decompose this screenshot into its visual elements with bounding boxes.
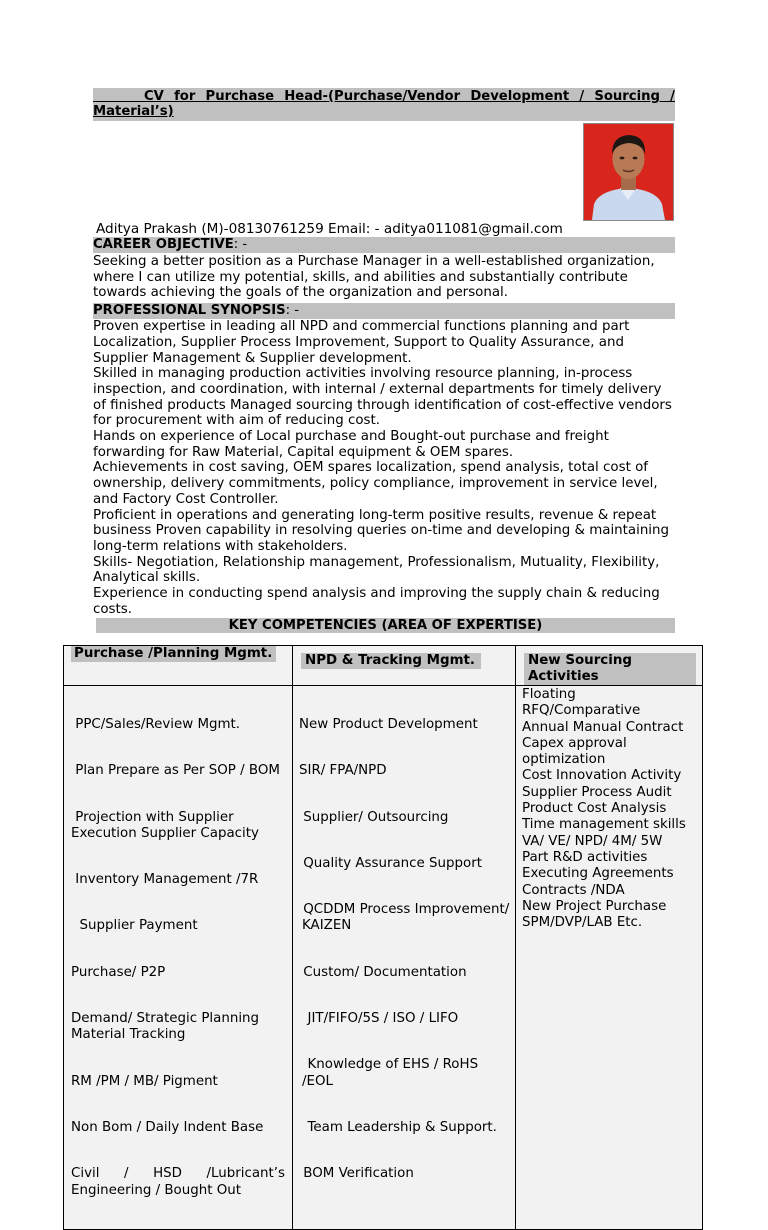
list-item: Capex approval optimization [522, 735, 627, 768]
list-item: VA/ VE/ NPD/ 4M/ 5W [522, 833, 663, 849]
professional-synopsis-heading-text: PROFESSIONAL SYNOPSIS [93, 303, 286, 319]
synopsis-paragraph: Hands on experience of Local purchase and Bought-out purchase and freight forwarding for Raw Material, Capital equipment & OEM spares. [93, 429, 609, 460]
list-item: Supplier Payment [71, 918, 198, 934]
list-item: Annual Manual Contract [522, 719, 684, 735]
list-item: BOM Verification [299, 1166, 414, 1182]
column-title: NPD & Tracking Mgmt. [301, 653, 481, 669]
synopsis-paragraph: Skilled in managing production activities involving resource planning, in-process inspection, and coordination, with internal / external departments for timely delivery of finished products Managed sourcing through identification of cost-effective vendors for procurement with aim of reducing cost. [93, 366, 672, 429]
list-item: SPM/DVP/LAB Etc. [522, 915, 643, 931]
list-item: Time management skills [522, 817, 686, 833]
purchase-planning-cell [64, 686, 293, 1230]
competencies-body-row [64, 686, 703, 1230]
list-item: Quality Assurance Support [299, 855, 482, 871]
list-item: Floating RFQ/Comparative [522, 687, 641, 719]
new-sourcing-list [522, 687, 698, 931]
list-item: Civil / HSD /Lubricant’s Engineering / Bought Out [71, 1166, 285, 1198]
list-item: Inventory Management /7R [71, 872, 259, 888]
list-item: Knowledge of EHS / RoHS /EOL [299, 1057, 483, 1089]
synopsis-paragraph: Experience in conducting spend analysis and improving the supply chain & reducing costs. [93, 586, 660, 617]
purchase-planning-list [71, 687, 285, 1229]
list-item: Projection with Supplier Execution Supplier Capacity [71, 809, 259, 841]
list-item: QCDDM Process Improvement/ KAIZEN [299, 902, 514, 934]
career-objective-text: Seeking a better position as a Purchase Manager in a well-established organization, where I can utilize my potential, skills, and abilities and substantially contribute towards achieving the goals of the organization and personal. [93, 254, 655, 301]
synopsis-paragraph: Proven expertise in leading all NPD and commercial functions planning and part Localization, Supplier Process Improvement, Support to Quality Assurance, and Supplier Management & Supplier development. [93, 319, 630, 366]
photo-row [93, 121, 675, 221]
list-item: Team Leadership & Support. [299, 1119, 497, 1135]
list-item: Plan Prepare as Per SOP / BOM [71, 763, 280, 779]
person-portrait-icon [584, 124, 673, 220]
list-item: JIT/FIFO/5S / ISO / LIFO [299, 1011, 459, 1027]
list-item: New Project Purchase [522, 898, 667, 914]
synopsis-paragraph: Achievements in cost saving, OEM spares localization, spend analysis, total cost of ownership, delivery commitments, policy compliance, improvement in service level, and Factory Cost Controller. [93, 460, 658, 507]
list-item: SIR/ FPA/NPD [299, 763, 387, 779]
key-competencies-heading: KEY COMPETENCIES (AREA OF EXPERTISE) [96, 618, 675, 633]
column-header-purchase [64, 646, 293, 686]
list-item: New Product Development [299, 717, 478, 732]
new-sourcing-cell [516, 686, 703, 1230]
list-item: Cost Innovation Activity [522, 768, 682, 784]
synopsis-paragraph: Skills- Negotiation, Relationship management, Professionalism, Mutuality, Flexibility, Analytical skills. [93, 554, 660, 586]
list-item: Executing Agreements Contracts /NDA [522, 866, 674, 898]
cv-title [93, 88, 675, 121]
competencies-table [63, 645, 703, 1230]
column-title: New Sourcing Activities [524, 653, 696, 685]
list-item: RM /PM / MB/ Pigment [71, 1073, 218, 1089]
list-item: Custom/ Documentation [299, 964, 467, 980]
cv-title-text: CV for Purchase Head-(Purchase/Vendor Development / Sourcing / Material’s) [93, 89, 675, 119]
npd-tracking-list [299, 687, 514, 1213]
career-objective-heading-text: CAREER OBJECTIVE [93, 237, 234, 252]
list-item: Supplier/ Outsourcing [299, 809, 449, 825]
column-header-npd [293, 646, 516, 686]
list-item: Non Bom / Daily Indent Base [71, 1119, 264, 1135]
professional-synopsis-heading [93, 303, 675, 319]
column-header-sourcing [516, 646, 703, 686]
synopsis-paragraph: Proficient in operations and generating long-term positive results, revenue & repeat business Proven capability in resolving queries on-time and developing & maintaining long-term relations with stakeholders. [93, 507, 670, 554]
list-item: PPC/Sales/Review Mgmt. [71, 717, 241, 732]
npd-tracking-cell [293, 686, 516, 1230]
career-objective-heading [93, 237, 675, 253]
list-item: Supplier Process Audit [522, 784, 672, 800]
column-title: Purchase /Planning Mgmt. [71, 646, 276, 662]
professional-synopsis-heading-suffix: : - [285, 303, 300, 319]
list-item: Part R&D activities [522, 849, 648, 865]
career-objective-heading-suffix: : - [233, 237, 248, 252]
profile-photo [583, 123, 674, 221]
list-item: Purchase/ P2P [71, 964, 166, 980]
competencies-header-row [64, 646, 703, 686]
list-item: Product Cost Analysis [522, 801, 667, 817]
list-item: Demand/ Strategic Planning Material Tracking [71, 1011, 264, 1043]
cv-document [93, 88, 675, 633]
contact-line: Aditya Prakash (M)-08130761259 Email: - aditya011081@gmail.com [96, 221, 563, 237]
